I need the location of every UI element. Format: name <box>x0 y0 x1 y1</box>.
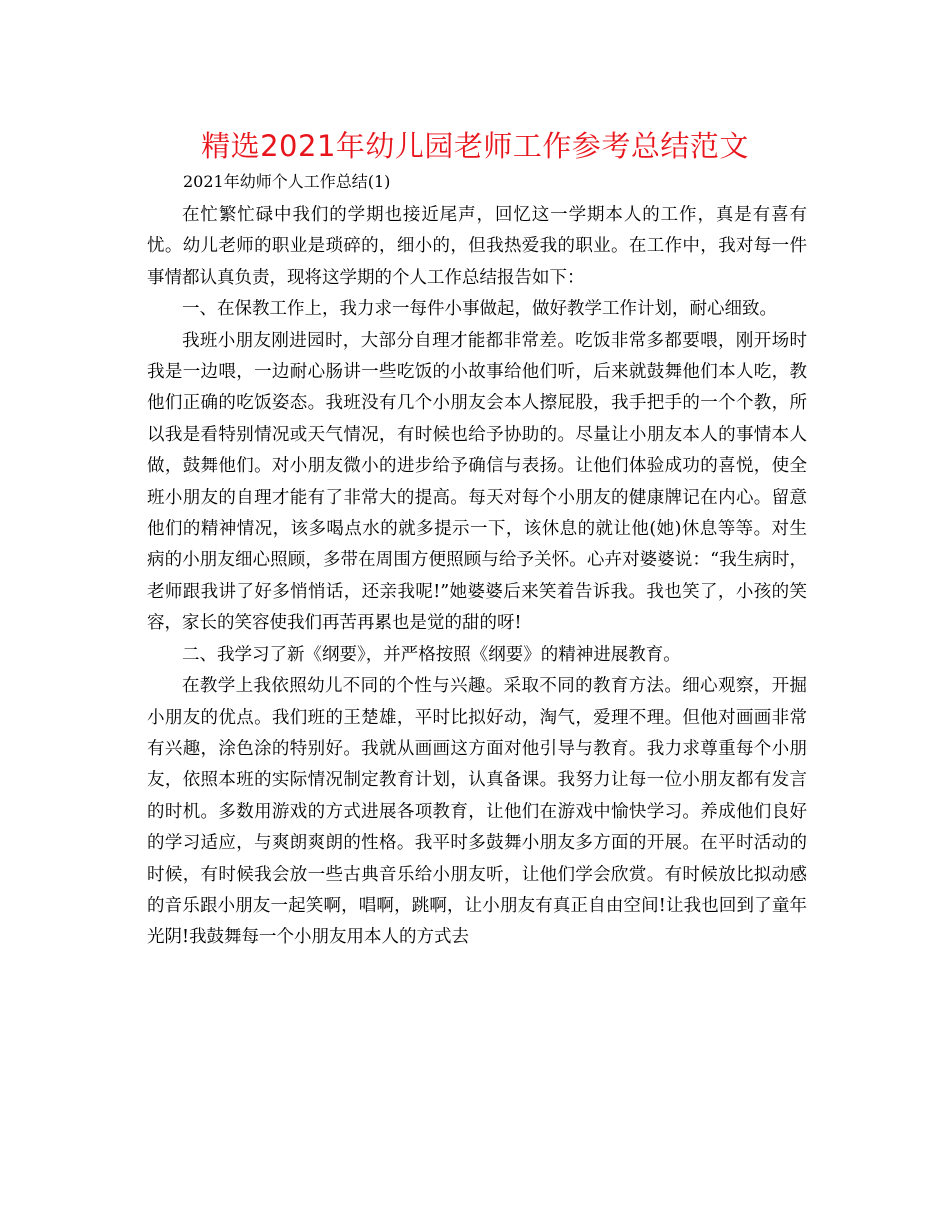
document-title: 精选2021年幼儿园老师工作参考总结范文 <box>201 129 749 163</box>
document-body <box>147 200 807 954</box>
paragraph-section-two-heading: 二、我学习了新《纲要》，并严格按照《纲要》的精神进展教育。 <box>182 644 681 665</box>
paragraph-intro: 在忙繁忙碌中我们的学期也接近尾声，回忆这一学期本人的工作，真是有喜有忧。幼儿老师的职业是琐碎的，细小的，但我热爱我的职业。在工作中，我对每一件事情都认真负责，现将这学期的个人工作总结报告如下： <box>147 205 807 288</box>
paragraph-section-one-heading: 一、在保教工作上，我力求一每件小事做起，做好教学工作计划，耐心细致。 <box>182 299 777 320</box>
paragraph-teaching: 在教学上我依照幼儿不同的个性与兴趣。采取不同的教育方法。细心观察，开掘小朋友的优点。我们班的王楚雄，平时比拟好动，淘气，爱理不理。但他对画画非常有兴趣，涂色涂的特别好。我就从画画这方面对他引导与教育。我力求尊重每个小朋友，依照本班的实际情况制定教育计划，认真备课。我努力让每一位小朋友都有发言的时机。多数用游戏的方式进展各项教育，让他们在游戏中愉快学习。养成他们良好的学习适应，与爽朗爽朗的性格。我平时多鼓舞小朋友多方面的开展。在平时活动的时候，有时候我会放一些古典音乐给小朋友听，让他们学会欣赏。有时候放比拟动感的音乐跟小朋友一起笑啊，唱啊，跳啊，让小朋友有真正自由空间!让我也回到了童年光阴!我鼓舞每一个小朋友用本人的方式去 <box>147 676 807 948</box>
section-subtitle: 2021年幼师个人工作总结(1) <box>183 172 391 191</box>
paragraph-self-care: 我班小朋友刚进园时，大部分自理才能都非常差。吃饭非常多都要喂，刚开场时我是一边喂，一边耐心肠讲一些吃饭的小故事给他们听，后来就鼓舞他们本人吃，教他们正确的吃饭姿态。我班没有几个小朋友会本人擦屁股，我手把手的一个个教，所以我是看特别情况或天气情况，有时候也给予协助的。尽量让小朋友本人的事情本人做，鼓舞他们。对小朋友微小的进步给予确信与表扬。让他们体验成功的喜悦，使全班小朋友的自理才能有了非常大的提高。每天对每个小朋友的健康牌记在内心。留意他们的精神情况，该多喝点水的就多提示一下，该休息的就让他(她)休息等等。对生病的小朋友细心照顾，多带在周围方便照顾与给予关怀。心卉对婆婆说：“我生病时，老师跟我讲了好多悄悄话，还亲我呢!”她婆婆后来笑着告诉我。我也笑了，小孩的笑容，家长的笑容使我们再苦再累也是觉的甜的呀! <box>147 330 807 634</box>
